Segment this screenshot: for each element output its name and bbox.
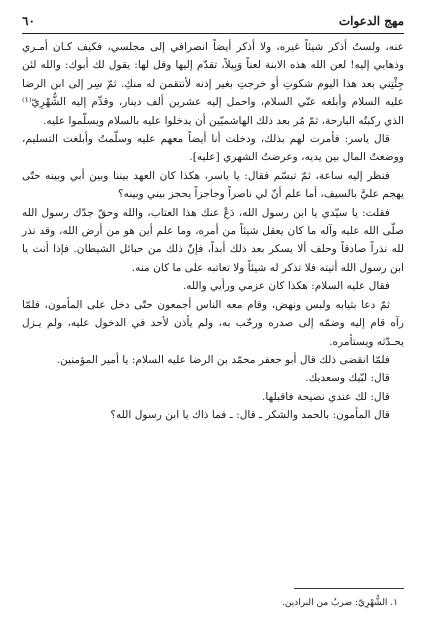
footnote: ١. الشُّهْرِيّ: ضربٌ من البراذين. — [281, 598, 398, 608]
paragraph: فقال عليه السلام: هكذا كان عزمي ورأيي والله. — [182, 280, 390, 293]
paragraph: ثمّ دعا بثيابه ولبس ونهض، وقام معه الناس أجمعون حتّى دخل على المأمون، فلمّا رآه قام إليه وضمّه إلى صدره ورحّب به، ولم يأذن لأحد في الدخول عليه، ولم يـزل يحـدّثه ويستأمره. — [22, 298, 404, 348]
paragraph: فقلت: يا سيّدي يا ابن رسول الله، دَعْ عنك هذا العتاب، والله وحقّ جدّك رسول الله صلّى الله عليه وآله ما كان يعقل شيئاً من أمره، وما علم أين هو من أرض الله، وقد نذر لله نذراً صادقاً وحلف ألا يسكر بعد ذلك أبداً، فإنّ ذلك من حبائل الشيطان. فإذا أنت يا ابن رسول الله أتيته فلا تذكر له شيئاً ولا تعاتبه على ما كان منه. — [22, 206, 404, 274]
paragraph: فلمّا انقضى ذلك قال أبو جعفر محمّد بن الرضا عليه السلام: يا أمير المؤمنين. — [56, 353, 390, 366]
running-header — [22, 12, 404, 30]
paragraph: قال: لبّيك وسعديك. — [305, 372, 390, 385]
paragraph: قال المأمون: بالحمد والشكر ـ قال: ـ فما ذاك يا ابن رسول الله؟ — [110, 409, 390, 422]
paragraph: عنه، ولستُ أذكر شيئاً غيره، ولا أذكر أيضاً انصرافي إلى مجلسي، فكيف كـان أمـري وذهابي إليه! لعن الله هذه الابنة لعناً وَبِيلاً، تقدّم إليها وقل لها: يقول لك أبوك: والله لئن جِئْتِني بعد هذا اليوم شكوتِ أو خرجتِ بغير إذنه لأنتقمن له منكِ. ثمّ سِر إلى ابن الرضا عليه السلام وأبلغه عنّي السلام، واحمل إليه عشرين ألف دينار، وقدِّم إليه الشُّهْرِيّ⁽¹⁾ الذي ركبتُه البارحة، ثمّ مُر بعد ذلك الهاشميّين أن يدخلوا عليه بالسلام ويسلّموا عليه. — [22, 41, 404, 127]
paragraph: فنظر إليه ساعة، ثمّ تبسّم فقال: يا ياسر، هكذا كان العهد بيننا وبين أبي وبينه حتّى يهجم عليَّ بالسيف، أما علم أنّ لي ناصراً وحاجزاً يحجز بيني وبينه؟ — [22, 169, 404, 201]
footnote-rule — [294, 588, 404, 589]
paragraph: قال: لك عندي نصيحة فاقبلها. — [262, 390, 390, 403]
page-number: ٦٠ — [22, 14, 35, 28]
header-rule — [22, 33, 404, 34]
paragraph: قال ياسر: فأمرت لهم بذلك، ودخلت أنا أيضاً معهم عليه وسلّمتُ وأبلغت التسليم، ووضعتُ المال بين يديه، وعرضتُ الشهري [عليه]. — [22, 133, 404, 164]
main-text — [22, 38, 404, 425]
book-title: مهج الدعوات — [338, 14, 404, 28]
